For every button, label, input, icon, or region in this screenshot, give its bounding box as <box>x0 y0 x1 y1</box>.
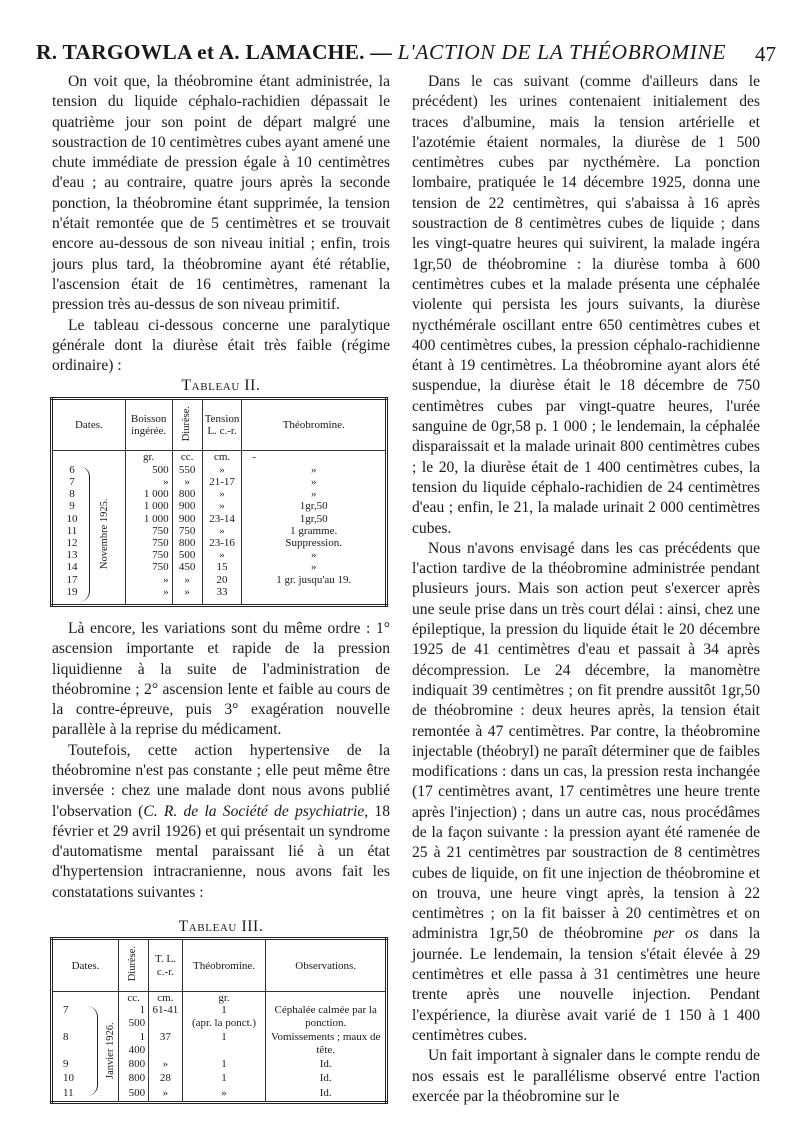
diurese-value: 500 <box>119 1087 149 1103</box>
text-run: dans la journée. Le lendemain, la tension s'était élevée à 29 centimètres et elle passa à 31 centimètres une heure trente après une nouvelle injection. Pendant l'expérience, la diurèse avait varié de 1 150 à 1 400 centimètres cubes. <box>412 925 760 1044</box>
unit-cell <box>266 992 387 1005</box>
diurese-value: 500 <box>178 549 196 562</box>
month-label: Novembre 1925. <box>99 498 110 570</box>
running-header <box>36 40 776 68</box>
tension-value: 23-16 <box>209 536 235 549</box>
units-row <box>52 451 387 464</box>
tension-value: 21-17 <box>209 476 235 489</box>
boisson-value: » <box>163 573 169 586</box>
boisson-value: 1 000 <box>143 488 169 501</box>
diurese-value: 1 500 <box>119 1004 149 1031</box>
col-header-theobromine: Théobromine. <box>242 398 387 451</box>
diurese-list <box>176 464 199 598</box>
italic-term: per os <box>653 925 699 943</box>
tension-value: 15 <box>216 561 228 574</box>
theobromine-note: (apr. la ponct.) <box>191 1016 257 1029</box>
theobromine-cell <box>242 464 387 606</box>
boisson-value: » <box>163 585 169 598</box>
date-value: 9 <box>63 1058 69 1071</box>
observation-value: Id. <box>266 1072 387 1086</box>
diurese-value: » <box>184 476 190 489</box>
diurese-value: 900 <box>178 500 196 513</box>
table-header-row <box>52 939 387 992</box>
date-value: 13 <box>66 549 78 562</box>
unit-cell: cc. <box>172 451 202 464</box>
diurese-value: 800 <box>178 536 196 549</box>
observation-value: Id. <box>266 1058 387 1072</box>
diurese-value: » <box>184 585 190 598</box>
date-value: 8 <box>63 1031 69 1044</box>
diurese-value: » <box>184 573 190 586</box>
boisson-value: 750 <box>152 561 169 574</box>
theobromine-value: » <box>182 1087 266 1103</box>
theobromine-value: » <box>310 476 317 489</box>
theobromine-value: 1 gramme. <box>290 524 338 537</box>
unit-cell: cm. <box>149 992 183 1005</box>
tension-value: » <box>149 1058 183 1072</box>
tension-value: » <box>219 463 225 476</box>
theobromine-list <box>245 464 382 598</box>
date-value: 10 <box>63 1072 74 1085</box>
left-column <box>52 72 390 1104</box>
month-label: Janvier 1926. <box>105 1023 116 1080</box>
date-value: 17 <box>66 573 78 586</box>
text-run: Toutefois, cette action hypertensive de la théobromine n'est pas constante ; elle peut même être inversée : chez une malade dont nous avons publié l'observation ( <box>52 741 390 820</box>
theobromine-value: 1gr,50 <box>299 500 328 513</box>
table-3-title: Tableau III. <box>178 918 264 936</box>
theobromine-value: 1 <box>182 1031 266 1058</box>
theobromine-value: 1 <box>182 1058 266 1072</box>
boisson-value: 1 000 <box>143 512 169 525</box>
diurese-value: 450 <box>178 561 196 574</box>
date-value: 7 Janvier 1926. <box>52 1004 119 1031</box>
paragraph <box>52 741 390 903</box>
page-number: 47 <box>755 42 776 66</box>
brace <box>79 466 90 602</box>
theobromine-value: » <box>310 561 317 574</box>
theobromine-value: » <box>310 549 317 562</box>
units-row <box>52 992 387 1005</box>
date-value: 10 <box>66 512 78 525</box>
tension-cell <box>202 464 242 606</box>
boisson-value: 750 <box>152 549 169 562</box>
diurese-value: 1 400 <box>119 1031 149 1058</box>
date-value: 9 <box>69 500 75 513</box>
boisson-value: » <box>163 476 169 489</box>
tension-value: 61-41 <box>149 1004 183 1031</box>
date-value: 19 <box>66 585 78 598</box>
unit-cell: gr. <box>125 451 172 464</box>
unit-cell: cm. <box>202 451 242 464</box>
boisson-value: 750 <box>152 536 169 549</box>
text-run: 18 février et 29 avril 1926) et qui présentait un syndrome d'automatisme mental paraissant lié à un état d'hypertension intracranienne, nous avons fait les constatations suivantes : <box>52 802 391 901</box>
theobromine-value: 1 gr. jusqu'au 19. <box>276 573 352 586</box>
paragraph: Là encore, les variations sont du même ordre : 1° ascension importante et rapide de la pression liquidienne à la suite de l'administration de théobromine ; 2° ascension lente et faible au cours de la contre-épreuve, puis 3° exagération nouvelle parallèle à la reprise du médicament. <box>52 619 390 739</box>
table-3-body <box>52 1004 387 1102</box>
dates-cell <box>52 464 126 606</box>
col-header-dates: Dates. <box>52 939 119 992</box>
paragraph: Dans le cas suivant (comme d'ailleurs dans le précédent) les urines contenaient initialement des traces d'albumine, mais la tension artérielle et l'azotémie étaient normales, la diurèse de 1 500 centimètres cubes par nycthémère. La ponction lombaire, pratiquée le 14 décembre 1925, donna une tension de 22 centimètres, qui s'abaissa à 16 après soustraction de 8 centimètres cubes de liquide ; dans les vingt-quatre heures qui suivirent, la malade ingéra 1gr,50 de théobromine : la diurèse tomba à 600 centimètres cubes et la malade présenta une céphalée violente qui persista les jours suivants, la diurèse nycthémérale oscillant entre 650 centimètres cubes et 400 centimètres cubes, la pression céphalo-rachidienne étant à 19 centimètres. La théobromine ayant alors été suspendue, la diurèse était le 18 décembre de 750 centimètres cubes par vingt-quatre heures, l'urée sanguine de 0gr,58 p. 1 000 ; le lendemain, la céphalée disparaissait et la malade urinait 800 centimètres cubes ; le 20, la diurèse était de 1 400 centimètres cubes, la tension du liquide céphalo-rachidien de 24 centimètres d'eau ; enfin, le 21, la malade urinait 2 000 centimètres cubes. <box>412 73 760 537</box>
date-value: 6 <box>69 463 75 476</box>
boisson-value: 750 <box>152 524 169 537</box>
col-header-tension: Tension L. c.-r. <box>202 398 242 451</box>
paragraph: On voit que, la théobromine étant administrée, la tension du liquide céphalo-rachidien dépassait le quatrième jour son point de départ malgré une soustraction de 10 centimètres cubes ayant amené une chute immédiate de pression égale à 10 centimètres d'eau ; au contraire, quatre jours après la seconde ponction, la théobromine étant supprimée, la tension n'était remontée que de 5 centimètres et se trouvait encore au-dessous de son niveau initial ; enfin, trois jours plus tard, la théobromine ayant été rétablie, l'ascension était de 16 centimètres, ramenant la pression très au-dessus de son niveau primitif. <box>52 73 390 314</box>
date-value: 11 <box>63 1086 74 1099</box>
tension-value: 37 <box>149 1031 183 1058</box>
right-column <box>412 72 760 1107</box>
theobromine-value: 1gr,50 <box>299 512 328 525</box>
unit-cell <box>52 992 119 1005</box>
tension-list <box>206 464 239 598</box>
table-header-row <box>52 398 387 451</box>
unit-cell: - <box>242 451 387 464</box>
diurese-value: 800 <box>178 488 196 501</box>
diurese-value: 900 <box>178 512 196 525</box>
date-value: 14 <box>66 561 78 574</box>
citation: C. R. de la Société de psychiatrie, <box>143 802 369 820</box>
date-value: 7 <box>69 476 75 489</box>
diurese-value: 800 <box>119 1072 149 1086</box>
tension-value: 20 <box>216 573 228 586</box>
header-authors: R. TARGOWLA et A. LAMACHE. — <box>36 40 398 64</box>
boisson-value: 1 000 <box>143 500 169 513</box>
boisson-cell <box>125 464 172 606</box>
theobromine-value: 1 (apr. la ponct.) <box>182 1004 266 1031</box>
paragraph: Un fait important à signaler dans le compte rendu de nos essais est le parallélisme observé entre l'action exercée par la théobromine sur le <box>412 1047 760 1105</box>
col-header-diurese-label: Diurèse. <box>127 946 139 982</box>
col-header-diurese <box>119 939 149 992</box>
diurese-value: 800 <box>119 1058 149 1072</box>
diurese-value: 750 <box>178 524 196 537</box>
unit-cell: gr. <box>182 992 266 1005</box>
text-run: Nous n'avons envisagé dans les cas précédents que l'action tardive de la théobromine administrée pendant plusieurs jours. Mais son action peut s'exercer après une seule prise dans un très court délai : ainsi, chez une épileptique, la pression du liquide était le 20 décembre 1925 de 41 centimètres d'eau et passait à 34 après décompression. Le 24 décembre, la manomètre indiquait 39 centimètres ; on fit prendre aussitôt 1gr,50 de théobromine : deux heures après, la tension était remontée à 47 centimètres. Par contre, la théobromine injectable (théobryl) ne paraît déterminer que de faibles modifications : dans un cas, la pression resta inchangée (17 centimètres avant, 17 centimètres une heure trente après l'injection) ; dans un autre cas, nous procédâmes de la façon suivante : la pression ayant été ramenée de 25 à 21 centimètres par soustraction de 8 centimètres cubes de liquide, on fit une injection de théobromine et on trouva, une heure vingt après, la tension à 22 centimètres ; on la fit baisser à 20 centimètres et on administra 1gr,50 de théobromine <box>412 539 760 943</box>
theobromine-value: Suppression. <box>285 536 342 549</box>
tension-value: » <box>219 549 225 562</box>
unit-cell: cc. <box>119 992 149 1005</box>
theobromine-value: 1 <box>182 1072 266 1086</box>
brace <box>87 1006 98 1096</box>
boisson-value: 500 <box>152 463 169 476</box>
tension-value: » <box>149 1087 183 1103</box>
table-3 <box>50 937 388 1104</box>
col-header-theobromine: Théobromine. <box>182 939 266 992</box>
col-header-tension: T. L. c.-r. <box>149 939 183 992</box>
col-header-boisson: Boisson ingérée. <box>125 398 172 451</box>
theobromine-value <box>245 586 382 598</box>
header-title: L'ACTION DE LA THÉOBROMINE <box>397 40 727 64</box>
tension-value: » <box>219 524 225 537</box>
unit-cell <box>52 451 126 464</box>
date-value: 11 <box>66 524 78 537</box>
paragraph <box>412 539 760 1046</box>
tension-value: » <box>219 488 225 501</box>
date-value: 12 <box>66 536 78 549</box>
observation-value: Céphalée calmée par la ponction. <box>266 1004 387 1031</box>
diurese-cell <box>172 464 202 606</box>
boisson-list <box>129 464 169 598</box>
tension-value: 23-14 <box>209 512 235 525</box>
col-header-diurese-label: Diurèse. <box>180 405 192 442</box>
table-body-row <box>52 464 387 606</box>
table-2-title: Tableau II. <box>181 377 261 395</box>
month-brace-group <box>87 1004 127 1098</box>
diurese-value: 550 <box>178 463 196 476</box>
theobromine-value: » <box>310 488 317 501</box>
date-value: 8 <box>69 488 75 501</box>
tension-value: » <box>219 500 225 513</box>
tension-value: 33 <box>216 585 228 598</box>
table-row <box>52 1004 387 1031</box>
paragraph: Le tableau ci-dessous concerne une paralytique générale dont la diurèse était très faible (régime ordinaire) : <box>52 316 390 375</box>
theobromine-value: » <box>310 463 317 476</box>
observation-value: Id. <box>266 1087 387 1103</box>
col-header-dates: Dates. <box>52 398 126 451</box>
table-2 <box>50 397 388 607</box>
tension-value: 28 <box>149 1072 183 1086</box>
col-header-diurese <box>172 398 202 451</box>
col-header-observations: Observations. <box>266 939 387 992</box>
observation-value: Vomissements ; maux de tête. <box>266 1031 387 1058</box>
